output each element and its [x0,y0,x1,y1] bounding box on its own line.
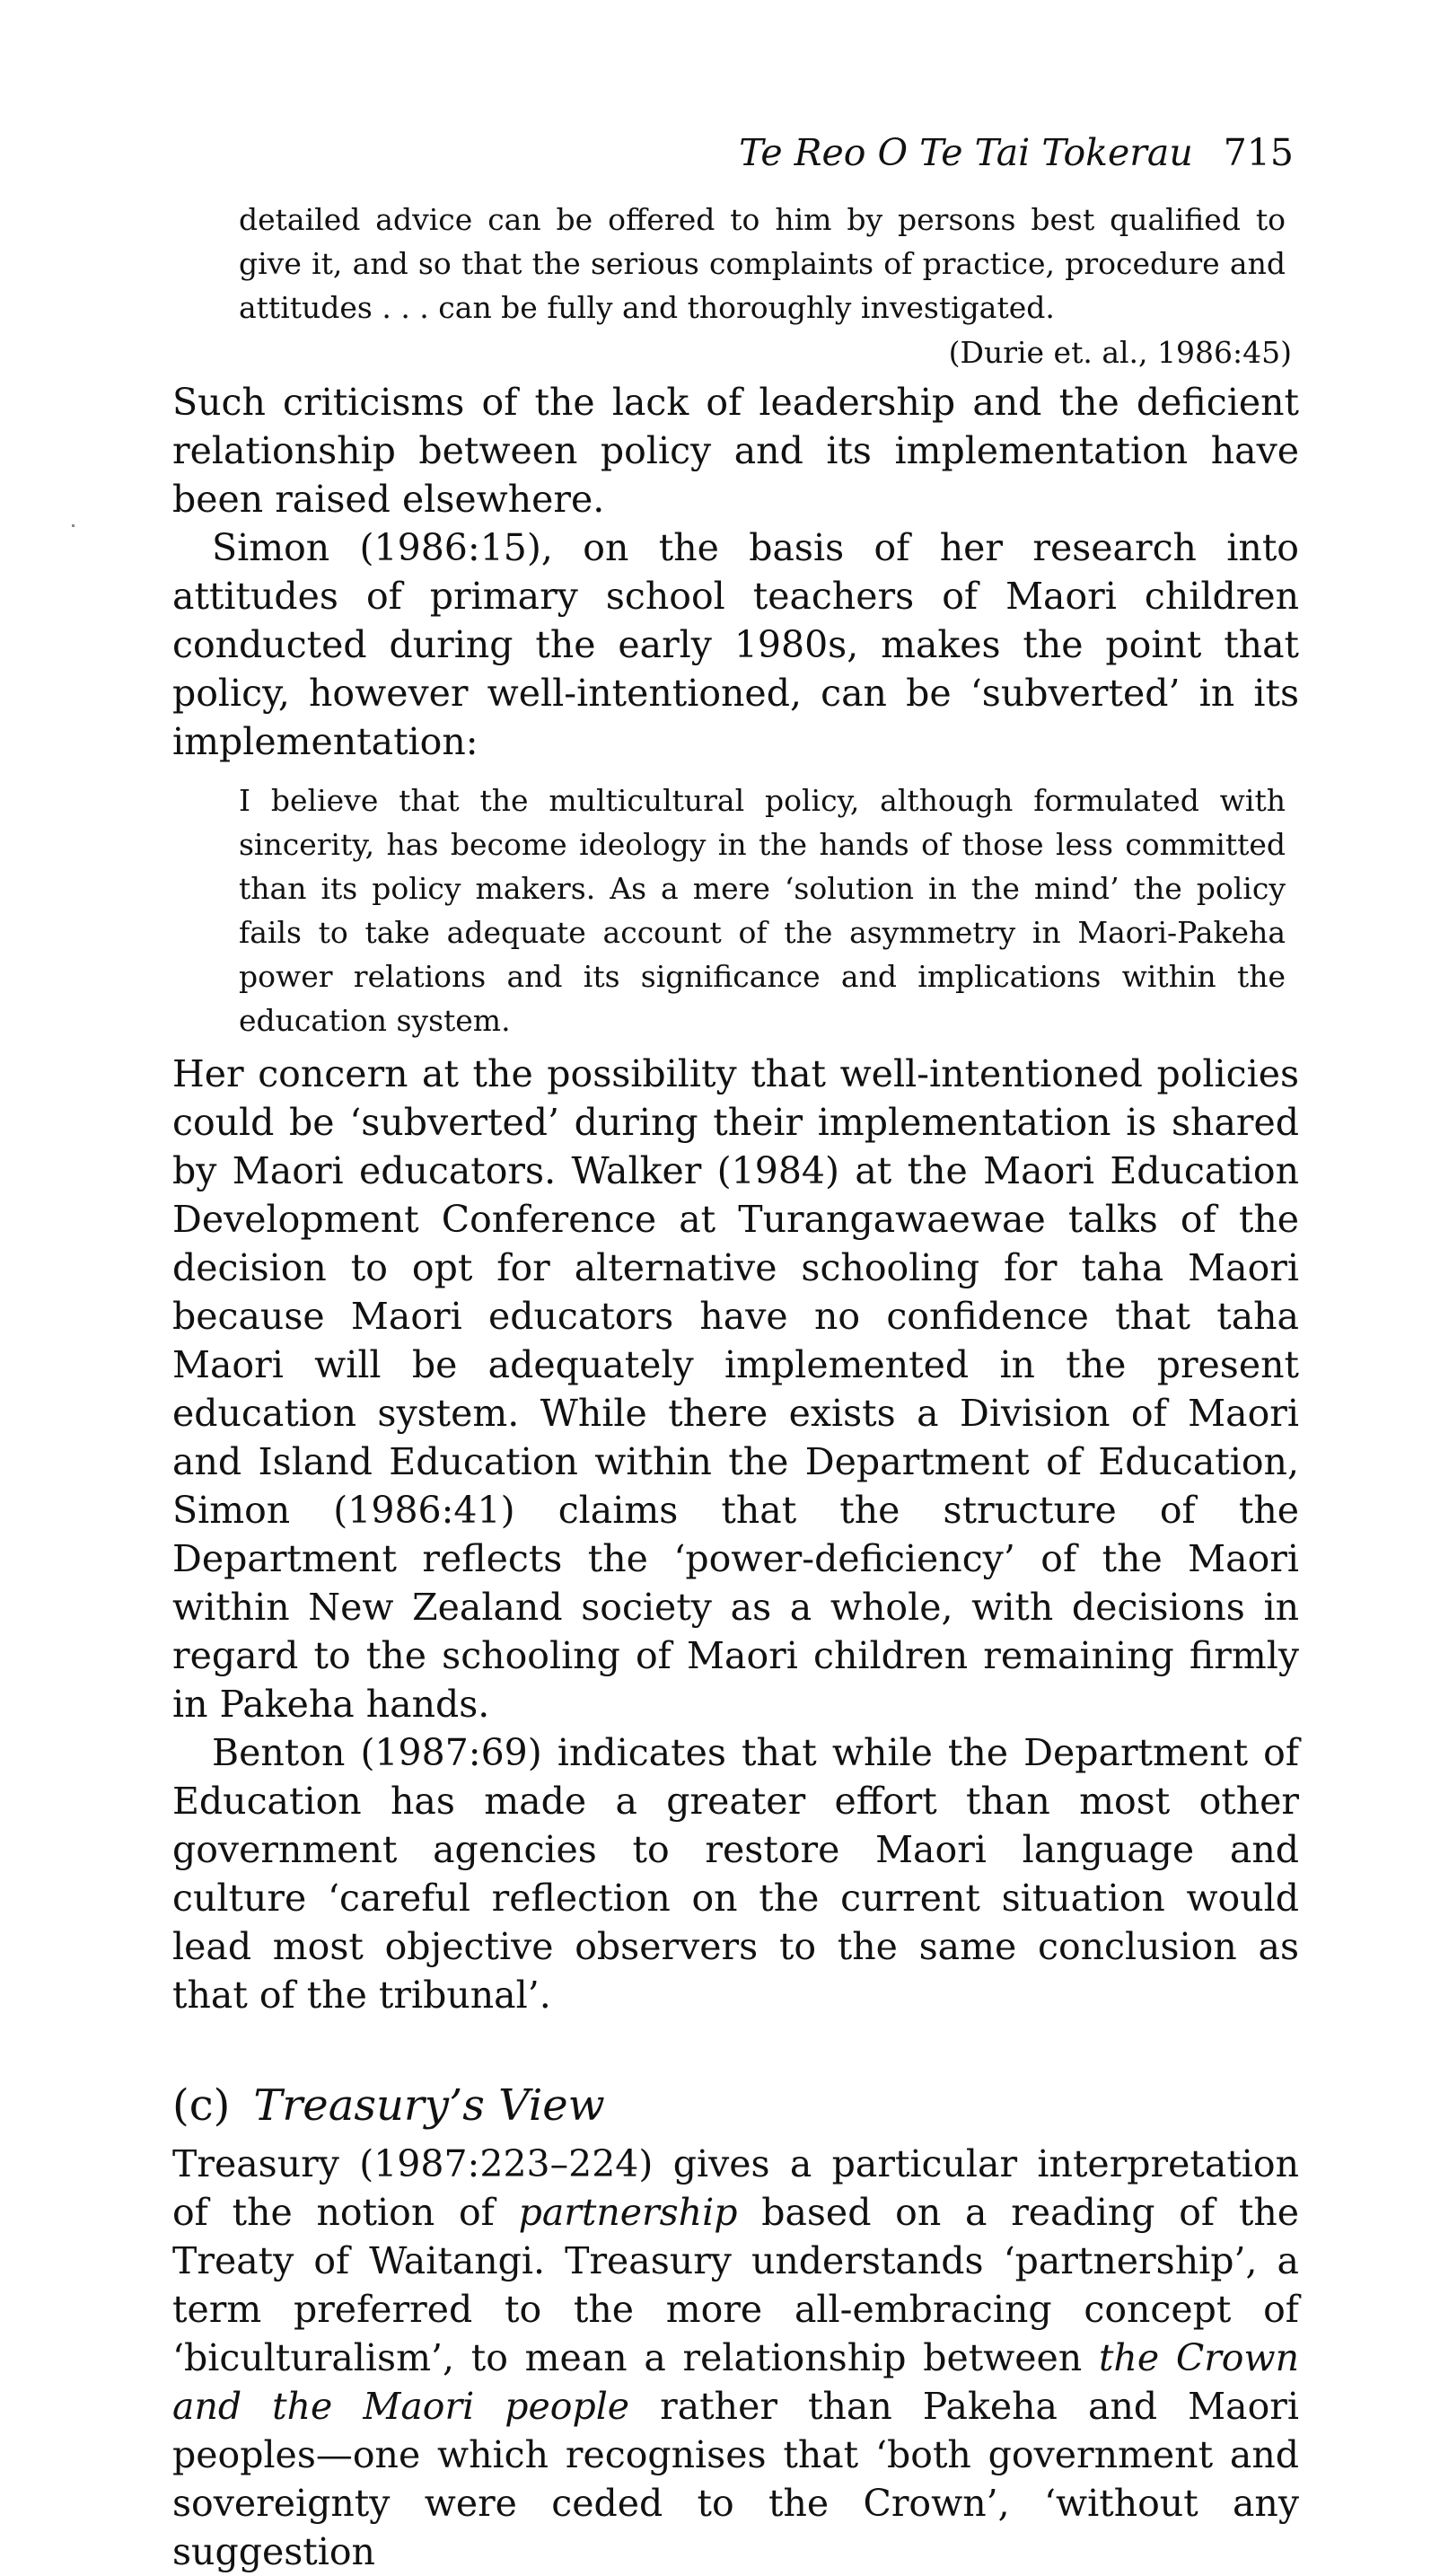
section-title: Treasury’s View [253,2080,605,2131]
paragraph-treasury [172,2140,1299,2576]
running-head-title: Te Reo O Te Tai Tokerau [739,131,1193,174]
treasury-text-1: Treasury (1987:223–224) gives a particular interpretation of the notion of [172,2142,1299,2234]
page [172,126,1299,2576]
running-head [172,126,1299,180]
treasury-text-3: rather than Pakeha and Maori peoples—one which recognises that ‘both government and sovereignty were ceded to the Crown’, ‘without any suggestion [172,2385,1299,2573]
treasury-emphasis-partnership: partnership [518,2191,738,2234]
paragraph-criticisms: Such criticisms of the lack of leadership and the deficient relationship between policy and its implementation have been raised elsewhere. [172,381,1299,521]
section-heading-treasury [172,2077,1299,2134]
paragraph-simon: Simon (1986:15), on the basis of her research into attitudes of primary school teachers of Maori children conducted during the early 1980s, makes the point that policy, however well-intentioned, can be ‘subverted’ in its implementation: [172,526,1299,763]
block-quote-durie: detailed advice can be offered to him by persons best qualified to give it, and so that the serious complaints of practice, procedure and attitudes . . . can be fully and thoroughly investigated. [239,202,1286,325]
section-number: (c) [172,2080,231,2131]
treasury-emphasis-crown: the Crown and the Maori people [172,2336,1299,2428]
paragraph-her-concern: Her concern at the possibility that well-intentioned policies could be ‘subverted’ during their implementation is shared by Maori educators. Walker (1984) at the Maori Education Development Conference at Turangawaewae talks of the decision to opt for alternative schooling for taha Maori because Maori educators have no confidence that taha Maori will be adequately implemented in the present education system. While there exists a Division of Maori and Island Education within the Department of Education, Simon (1986:41) claims that the structure of the Department reflects the ‘power-deficiency’ of the Maori within New Zealand society as a whole, with decisions in regard to the schooling of Maori children remaining firmly in Pakeha hands. [172,1052,1299,1726]
treasury-text-2: based on a reading of the Treaty of Waitangi. Treasury understands ‘partnership’, a term preferred to the more all-embracing concept of ‘biculturalism’, to mean a relationship between [172,2191,1299,2379]
page-number: 715 [1223,131,1294,174]
block-quote-simon: I believe that the multicultural policy, although formulated with sincerity, has become ideology in the hands of those less committed than its policy makers. As a mere ‘solution in the mind’ the policy fails to take adequate account of the asymmetry in Maori-Pakeha power relations and its significance and implications within the education system. [239,783,1286,1038]
scan-speck [72,524,75,527]
citation-durie: (Durie et. al., 1986:45) [948,335,1292,370]
paragraph-benton: Benton (1987:69) indicates that while the Department of Education has made a greater effort than most other government agencies to restore Maori language and culture ‘careful reflection on the current situation would lead most objective observers to the same conclusion as that of the tribunal’. [172,1731,1299,2017]
